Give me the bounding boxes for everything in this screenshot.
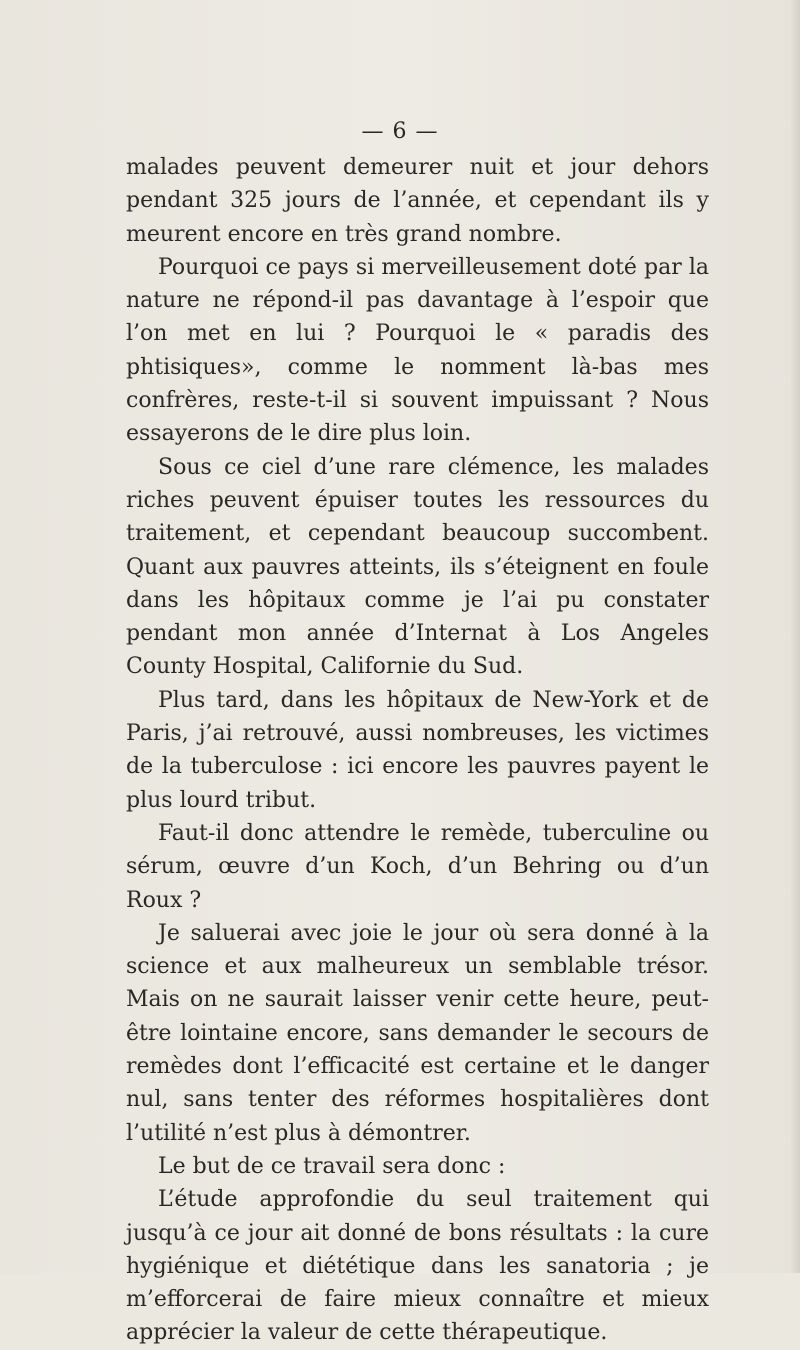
paragraph-5: Faut-il donc attendre le remède, tuberculine ou sérum, œuvre d’un Koch, d’un Behring ou d’un Roux ?	[126, 820, 709, 913]
paragraph-2: Pourquoi ce pays si merveilleusement doté par la nature ne répond-il pas davantage à l’espoir que l’on met en lui ? Pourquoi le « paradis des phtisiques», comme le nomment là-bas mes confrères, reste-t-il si souvent impuissant ? Nous essayerons de le dire plus loin.	[126, 254, 709, 447]
paragraph-7: Le but de ce travail sera donc :	[158, 1153, 506, 1179]
paragraph-3: Sous ce ciel d’une rare clémence, les malades riches peuvent épuiser toutes les ressources du traitement, et cependant beaucoup succombent. Quant aux pauvres atteints, ils s’éteignent en foule dans les hôpitaux comme je l’ai pu constater pendant mon année d’Internat à Los Angeles County Hospital, Californie du Sud.	[126, 454, 709, 680]
body-text	[126, 151, 709, 1350]
paragraph-6: Je saluerai avec joie le jour où sera donné à la science et aux malheureux un semblable trésor. Mais on ne saurait laisser venir cette heure, peut-être lointaine encore, sans demander le secours de remèdes dont l’efficacité est certaine et le danger nul, sans tenter des réformes hospitalières dont l’utilité n’est plus à démontrer.	[126, 920, 709, 1146]
paragraph-1: malades peuvent demeurer nuit et jour dehors pendant 325 jours de l’année, et cependant ils y meurent encore en très grand nombre.	[126, 155, 709, 247]
paragraph-4: Plus tard, dans les hôpitaux de New-York et de Paris, j’ai retrouvé, aussi nombreuses, les victimes de la tuberculose : ici encore les pauvres payent le plus lourd tribut.	[126, 687, 709, 813]
page-number: — 6 —	[361, 119, 439, 144]
paragraph-8: L’étude approfondie du seul traitement qui jusqu’à ce jour ait donné de bons résultats : la cure hygiénique et diététique dans les sanatoria ; je m’efforcerai de faire mieux connaître et mieux apprécier la valeur de cette thérapeutique.	[126, 1187, 709, 1346]
page-edge-shadow	[790, 0, 800, 1273]
